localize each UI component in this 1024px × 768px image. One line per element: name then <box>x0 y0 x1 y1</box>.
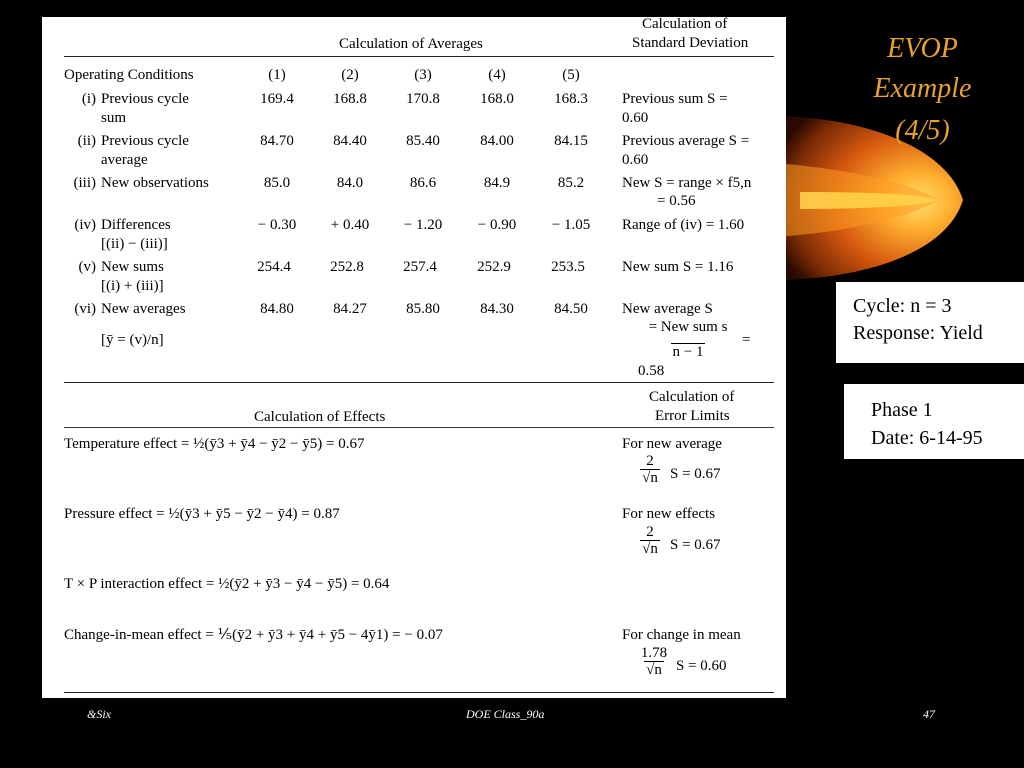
cell-value: 252.8 <box>330 259 364 275</box>
row-label-2: [(i) + (iii)] <box>101 278 164 294</box>
row-number: (ii) <box>77 133 96 149</box>
cell-value: 84.00 <box>480 133 514 149</box>
fraction-numerator: 2 <box>646 524 654 540</box>
slide-title-line2: Example <box>873 73 972 104</box>
row-label-2: [(ii) − (iii)] <box>101 236 168 252</box>
cell-value: 84.9 <box>483 175 511 191</box>
cell-value: 86.6 <box>409 175 437 191</box>
cell-value: 168.3 <box>554 91 588 107</box>
cell-value: − 0.90 <box>477 217 517 233</box>
fraction-denominator: n − 1 <box>672 344 704 360</box>
error-value: S = 0.67 <box>670 537 721 553</box>
evop-table-panel <box>42 17 786 698</box>
slide-title-line1: EVOP <box>887 33 958 64</box>
error-fraction <box>636 524 664 557</box>
cell-value: 169.4 <box>260 91 294 107</box>
sd-header-line1: Calculation of <box>642 16 728 32</box>
error-label: For new effects <box>622 506 716 522</box>
col-label-5: (5) <box>562 67 580 83</box>
response-line: Response: Yield <box>853 322 983 344</box>
cell-value: 257.4 <box>403 259 437 275</box>
cell-value: − 1.05 <box>551 217 591 233</box>
col-label-3: (3) <box>414 67 432 83</box>
cell-value: 85.80 <box>406 301 440 317</box>
row-label-2: sum <box>101 110 127 126</box>
sd-text-2: = 0.56 <box>657 193 696 209</box>
fraction-equals: = <box>742 332 751 348</box>
row-number: (v) <box>78 259 96 275</box>
sd-text: Range of (iv) = 1.60 <box>622 217 745 233</box>
cell-value: 84.15 <box>554 133 588 149</box>
row-label-2: average <box>101 152 148 168</box>
cell-value: 253.5 <box>551 259 585 275</box>
cell-value: 168.8 <box>333 91 367 107</box>
cell-value: 252.9 <box>477 259 511 275</box>
fraction-numerator: = New sum s <box>648 319 728 335</box>
sd-header-line2: Standard Deviation <box>632 35 749 51</box>
sd-text-2: 0.60 <box>622 152 649 168</box>
fraction-denominator: √n <box>642 470 658 486</box>
bottom-rule <box>64 692 774 693</box>
row-label: New sums <box>101 259 164 275</box>
effect-formula: Change-in-mean effect = ⅕(ȳ2 + ȳ3 + ȳ4 + ȳ5 − 4ȳ1) = − 0.07 <box>64 627 443 643</box>
cell-value: 85.40 <box>406 133 440 149</box>
sd-text-2: 0.60 <box>622 110 649 126</box>
sd-text: New sum S = 1.16 <box>622 259 734 275</box>
cell-value: − 1.20 <box>403 217 443 233</box>
effect-formula: Pressure effect = ½(ȳ3 + ȳ5 − ȳ2 − ȳ4) = 0.87 <box>64 506 340 522</box>
mid-rule <box>64 382 774 383</box>
footer-center: DOE Class_90a <box>466 707 545 721</box>
date-line: Date: 6-14-95 <box>871 427 983 449</box>
cell-value: 84.0 <box>336 175 364 191</box>
cell-value: 85.0 <box>263 175 291 191</box>
cell-value: − 0.30 <box>257 217 297 233</box>
phase-line: Phase 1 <box>871 399 933 421</box>
row-label: New averages <box>101 301 186 317</box>
cell-value: 84.40 <box>333 133 367 149</box>
cycle-info-box <box>836 282 1024 363</box>
error-label: For new average <box>622 436 722 452</box>
col-label-4: (4) <box>488 67 506 83</box>
cell-value: 84.30 <box>480 301 514 317</box>
error-value: S = 0.67 <box>670 466 721 482</box>
cell-value: + 0.40 <box>330 217 370 233</box>
cell-value: 84.50 <box>554 301 588 317</box>
row-label: New observations <box>101 175 209 191</box>
row-number: (vi) <box>74 301 96 317</box>
error-header-line2: Error Limits <box>655 408 730 424</box>
sd-text: Previous average S = <box>622 133 750 149</box>
fraction-numerator: 2 <box>646 453 654 469</box>
cell-value: 84.70 <box>260 133 294 149</box>
effects-rule <box>64 427 774 428</box>
col-label-1: (1) <box>268 67 286 83</box>
footer-left: &Six <box>87 707 111 721</box>
error-header-line1: Calculation of <box>649 389 735 405</box>
row-number: (iii) <box>73 175 96 191</box>
cell-value: 168.0 <box>480 91 514 107</box>
fraction-numerator: 1.78 <box>640 645 668 661</box>
col-label-2: (2) <box>341 67 359 83</box>
cell-value: 170.8 <box>406 91 440 107</box>
effect-formula: Temperature effect = ½(ȳ3 + ȳ4 − ȳ2 − ȳ5) = 0.67 <box>64 436 365 452</box>
fraction-denominator: √n <box>642 541 658 557</box>
effects-header: Calculation of Effects <box>254 409 386 425</box>
sd-text: Previous sum S = <box>622 91 728 107</box>
cycle-line: Cycle: n = 3 <box>853 295 952 317</box>
top-rule <box>64 56 774 57</box>
sd-text: New S = range × f5,n <box>622 175 752 191</box>
error-fraction <box>636 645 672 678</box>
sd-text: New average S <box>622 301 713 317</box>
cell-value: 84.80 <box>260 301 294 317</box>
error-label: For change in mean <box>622 627 741 643</box>
row-label: Differences <box>101 217 171 233</box>
row-number: (i) <box>81 91 96 107</box>
fraction-denominator: √n <box>646 662 662 678</box>
new-average-value: 0.58 <box>638 363 665 379</box>
slide-number: 47 <box>923 707 935 721</box>
row-label: Previous cycle <box>101 133 189 149</box>
row-number: (iv) <box>74 217 96 233</box>
operating-conditions-label: Operating Conditions <box>64 67 194 83</box>
row-label: Previous cycle <box>101 91 189 107</box>
error-fraction <box>636 453 664 486</box>
row-label-2: [ȳ = (v)/n] <box>101 332 164 348</box>
cell-value: 84.27 <box>333 301 367 317</box>
new-average-fraction <box>638 319 738 360</box>
error-value: S = 0.60 <box>676 658 727 674</box>
cell-value: 85.2 <box>557 175 585 191</box>
averages-header: Calculation of Averages <box>339 36 483 52</box>
effect-formula: T × P interaction effect = ½(ȳ2 + ȳ3 − ȳ4 − ȳ5) = 0.64 <box>64 576 390 592</box>
phase-info-box <box>844 384 1024 459</box>
slide-title-line3: (4/5) <box>895 115 950 146</box>
cell-value: 254.4 <box>257 259 291 275</box>
